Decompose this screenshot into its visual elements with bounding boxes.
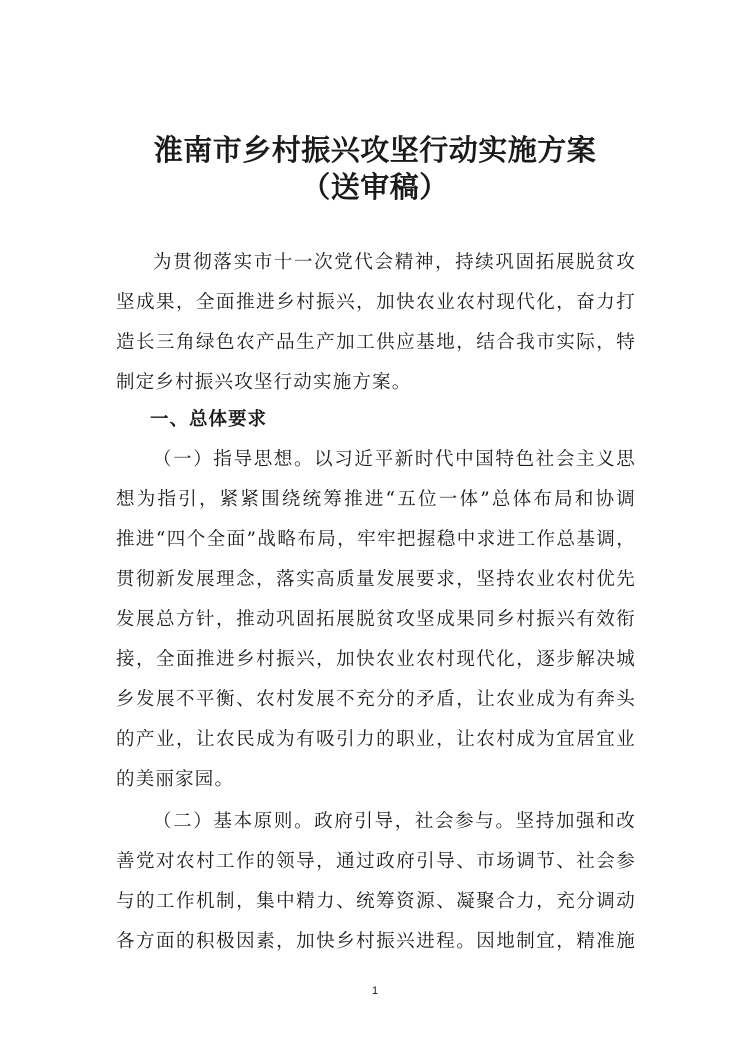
page-number: 1 [371,985,379,997]
guiding-line: 接，全面推进乡村振兴，加快农业农村现代化，逐步解决城 [116,649,636,670]
guiding-line: 贯彻新发展理念，落实高质量发展要求，坚持农业农村优先 [116,569,636,590]
intro-line: 坚成果，全面推进乡村振兴，加快农业农村现代化，奋力打 [116,292,636,313]
principles-line: 善党对农村工作的领导，通过政府引导、市场调节、社会参 [116,851,636,872]
guiding-ideology-paragraph [116,440,636,800]
guiding-line: 的产业，让农民成为有吸引力的职业，让农村成为宜居宜业 [116,729,636,750]
principles-line: （二）基本原则。政府引导，社会参与。坚持加强和改 [153,811,636,832]
basic-principles-paragraph [116,802,636,962]
intro-line: 造长三角绿色农产品生产加工供应基地，结合我市实际，特 [116,332,636,353]
guiding-line: （一）指导思想。以习近平新时代中国特色社会主义思 [153,449,636,470]
guiding-line: 乡发展不平衡、农村发展不充分的矛盾，让农业成为有奔头 [116,689,636,710]
guiding-line: 推进“四个全面”战略布局，牢牢把握稳中求进工作总基调， [116,529,636,550]
document-title: 淮南市乡村振兴攻坚行动实施方案 [153,133,597,167]
principles-line: 与的工作机制，集中精力、统筹资源、凝聚合力，充分调动 [116,891,636,912]
guiding-line: 发展总方针，推动巩固拓展脱贫攻坚成果同乡村振兴有效衔 [116,609,636,630]
intro-line: 为贯彻落实市十一次党代会精神，持续巩固拓展脱贫攻 [153,252,636,273]
intro-line: 制定乡村振兴攻坚行动实施方案。 [116,372,412,393]
guiding-line: 的美丽家园。 [116,769,235,790]
document-subtitle: （送审稿） [301,170,449,204]
intro-paragraph [116,243,636,403]
principles-line: 各方面的积极因素，加快乡村振兴进程。因地制宜，精准施 [116,931,636,952]
section-heading: 一、总体要求 [150,409,268,430]
guiding-line: 想为指引，紧紧围绕统筹推进“五位一体”总体布局和协调 [116,489,636,510]
